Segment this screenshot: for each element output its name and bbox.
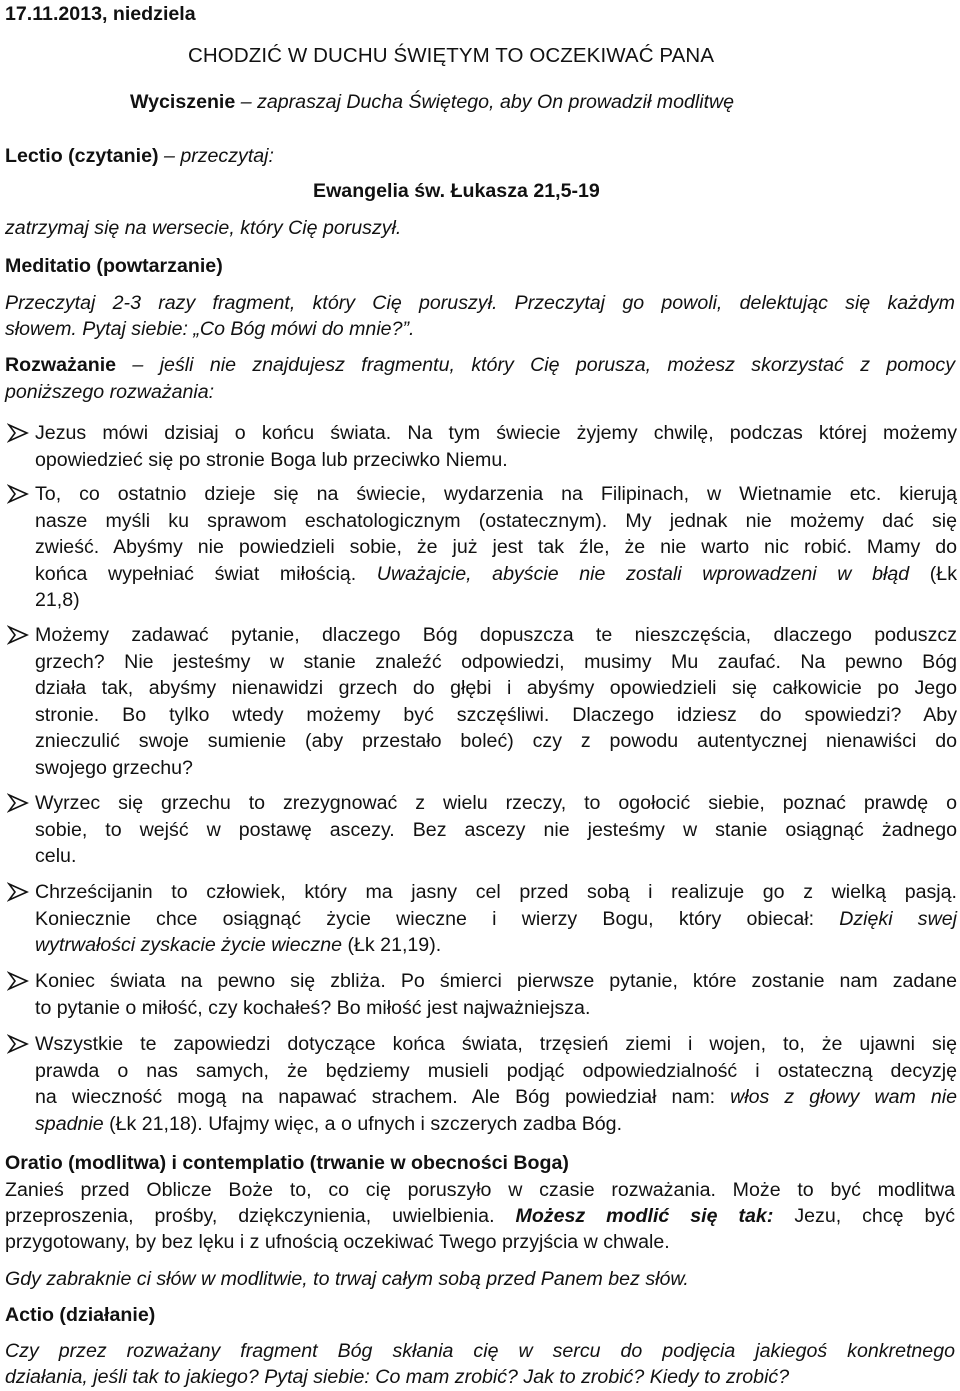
oratio-prayer-lead: Możesz modlić się tak:	[515, 1205, 774, 1227]
actio-line-2: działania, jeśli tak to jakiego? Pytaj siebie: Co mam zrobić? Jak to zrobić? Kiedy to zrobić?	[5, 1366, 790, 1388]
wyciszenie-label: Wyciszenie	[130, 91, 236, 113]
arrow-bullet-icon	[7, 882, 29, 902]
oratio-line-4: Gdy zabraknie ci słów w modlitwie, to trwaj całym sobą przed Panem bez słów.	[5, 1268, 689, 1290]
oratio-line-1: Zanieś przed Oblicze Boże to, co cię poruszyło w czasie rozważania. Może to być modlitwa	[5, 1179, 955, 1201]
rozwazanie-label: Rozważanie	[5, 354, 117, 376]
oratio-line-3: przygotowany, by bez lęku i z ufnością oczekiwać Twego przyjścia w chwale.	[5, 1231, 670, 1253]
arrow-bullet-icon	[7, 971, 29, 991]
actio-line-1: Czy przez rozważany fragment Bóg skłania cię w sercu do podjęcia jakiegoś konkretnego	[5, 1340, 955, 1362]
lectio-reference: Ewangelia św. Łukasza 21,5-19	[313, 180, 600, 202]
wyciszenie-line	[130, 89, 734, 116]
lectio-text: – przeczytaj:	[158, 145, 274, 167]
arrow-bullet-icon	[7, 793, 29, 813]
arrow-bullet-icon	[7, 625, 29, 645]
rozwazanie-line-1	[5, 352, 955, 379]
wyciszenie-text: – zapraszaj Ducha Świętego, aby On prowadził modlitwę	[235, 91, 735, 113]
meditatio-line-2: słowem. Pytaj siebie: „Co Bóg mówi do mnie?”.	[5, 318, 415, 340]
meditatio-label: Meditatio (powtarzanie)	[5, 255, 223, 277]
actio-label: Actio (działanie)	[5, 1304, 156, 1326]
lectio-line	[5, 143, 274, 170]
oratio-line-2: przeproszenia, prośby, dziękczynienia, uwielbienia. Możesz modlić się tak: Jezu, chcę być	[5, 1205, 955, 1227]
lectio-stop-text: zatrzymaj się na wersecie, który Cię poruszył.	[5, 217, 402, 239]
arrow-bullet-icon	[7, 484, 29, 504]
rozwazanie-line-2: poniższego rozważania:	[5, 381, 215, 403]
rozwazanie-text: – jeśli nie znajdujesz fragmentu, który Cię porusza, możesz skorzystać z pomocy	[116, 354, 955, 376]
meditatio-line-1: Przeczytaj 2-3 razy fragment, który Cię poruszył. Przeczytaj go powoli, delektując się każdym	[5, 292, 955, 314]
arrow-bullet-icon	[7, 1034, 29, 1054]
page-title: CHODZIĆ W DUCHU ŚWIĘTYM TO OCZEKIWAĆ PANA	[188, 44, 715, 67]
oratio-label: Oratio (modlitwa) i contemplatio (trwanie w obecności Boga)	[5, 1152, 569, 1174]
lectio-label: Lectio (czytanie)	[5, 145, 159, 167]
arrow-bullet-icon	[7, 423, 29, 443]
date-line: 17.11.2013, niedziela	[5, 3, 196, 25]
